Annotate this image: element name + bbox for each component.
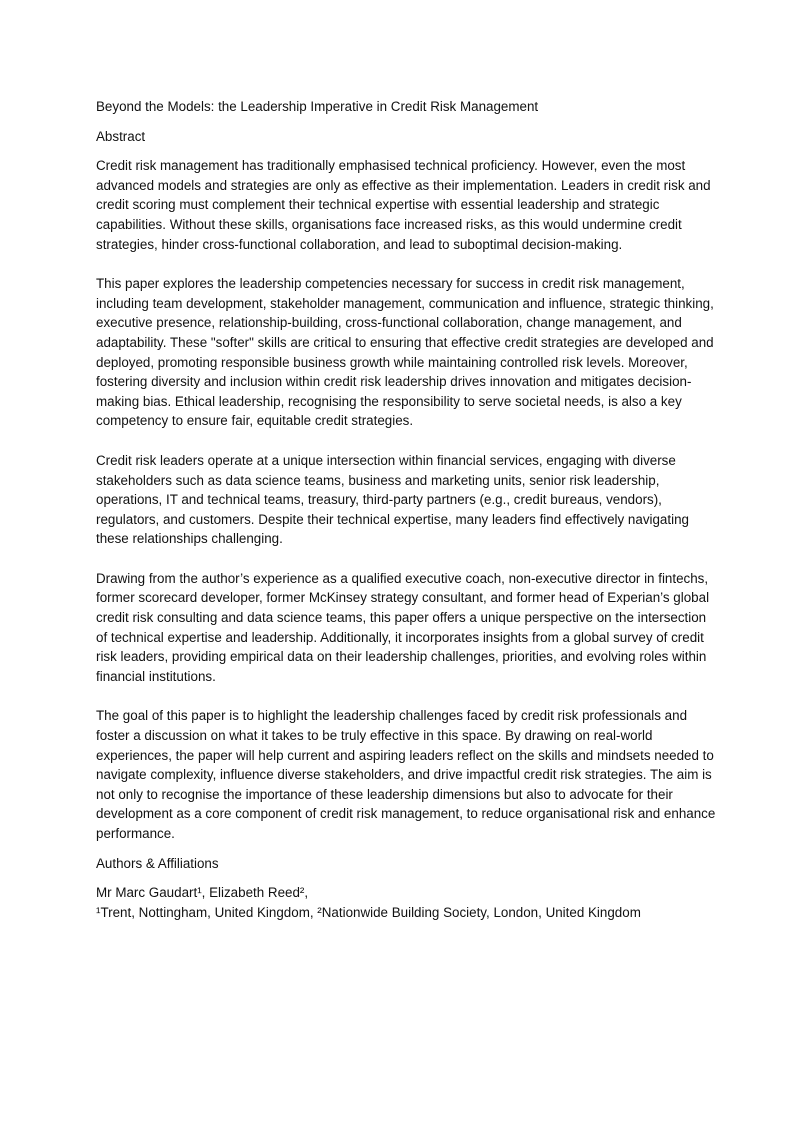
document-page (96, 97, 716, 922)
abstract-paragraph-1: Credit risk management has traditionally emphasised technical proficiency. However, even the most advanced models and strategies are only as effective as their implementation. Leaders in credit risk and credit scoring must complement their technical expertise with essential leadership and strategic capabilities. Without these skills, organisations face increased risks, as this would undermine credit strategies, hinder cross-functional collaboration, and lead to suboptimal decision-making. (96, 158, 711, 252)
document-title: Beyond the Models: the Leadership Imperative in Credit Risk Management (96, 99, 539, 114)
abstract-paragraph-4: Drawing from the author’s experience as a qualified executive coach, non-executive director in fintechs, former scorecard developer, former McKinsey strategy consultant, and former head of Experian’s global credit risk consulting and data science teams, this paper offers a unique perspective on the intersection of technical expertise and leadership. Additionally, it incorporates insights from a global survey of credit risk leaders, providing empirical data on their leadership challenges, priorities, and evolving roles within financial institutions. (96, 570, 710, 684)
authors-line: Mr Marc Gaudart¹, Elizabeth Reed², (96, 885, 309, 901)
affiliations-line: ¹Trent, Nottingham, United Kingdom, ²Nationwide Building Society, London, United Kingdom (96, 904, 641, 920)
authors-heading: Authors & Affiliations (96, 855, 219, 871)
abstract-paragraph-2: This paper explores the leadership competencies necessary for success in credit risk management, including team development, stakeholder management, communication and influence, strategic thinking, executive presence, relationship-building, cross-functional collaboration, change management, and adaptability. These "softer" skills are critical to ensuring that effective credit strategies are developed and deployed, promoting responsible business growth while maintaining controlled risk levels. Moreover, fostering diversity and inclusion within credit risk leadership drives innovation and mitigates decision-making bias. Ethical leadership, recognising the responsibility to serve societal needs, is also a key competency to ensure fair, equitable credit strategies. (96, 276, 714, 429)
abstract-heading: Abstract (96, 128, 146, 144)
abstract-paragraph-3: Credit risk leaders operate at a unique intersection within financial services, engaging with diverse stakeholders such as data science teams, business and marketing units, senior risk leadership, operations, IT and technical teams, treasury, third-party partners (e.g., credit bureaus, vendors), regulators, and customers. Despite their technical expertise, many leaders find effectively navigating these relationships challenging. (96, 452, 689, 547)
abstract-paragraph-5: The goal of this paper is to highlight the leadership challenges faced by credit risk professionals and foster a discussion on what it takes to be truly effective in this space. By drawing on real-world experiences, the paper will help current and aspiring leaders reflect on the skills and mindsets needed to navigate complexity, influence diverse stakeholders, and drive impactful credit risk strategies. The aim is not only to recognise the importance of these leadership dimensions but also to advocate for their development as a core component of credit risk management, to reduce organisational risk and enhance performance. (96, 708, 716, 841)
